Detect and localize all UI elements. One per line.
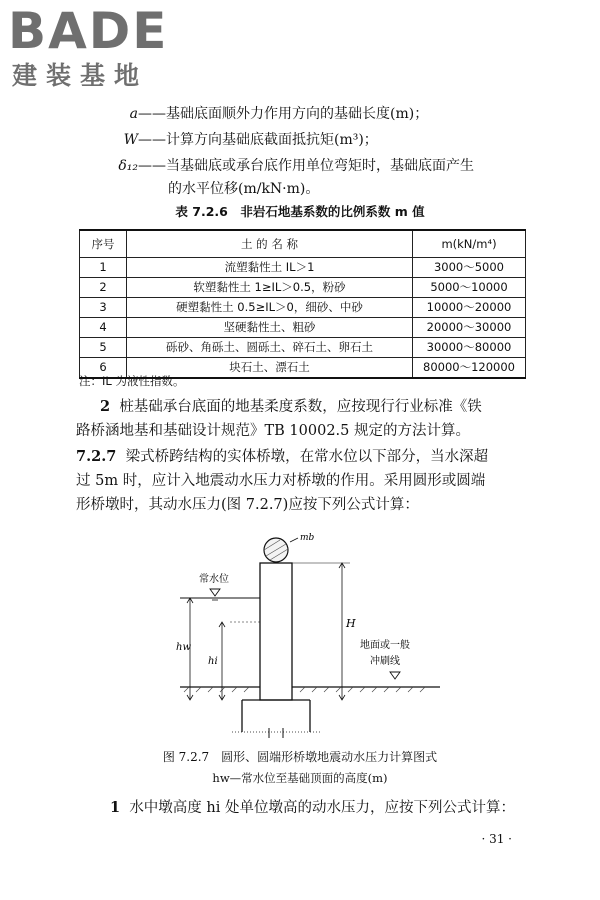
section-text: 梁式桥跨结构的实体桥墩，在常水位以下部分，当水深超	[125, 449, 489, 465]
cell-m-value: 3000～5000	[413, 258, 526, 278]
cell-soil-name: 流塑黏性土 IL＞1	[127, 258, 413, 278]
header-index: 序号	[80, 230, 127, 258]
table-header-row	[80, 230, 526, 258]
section-7-2-7-line2: 过 5m 时，应计入地震动水压力对桥墩的作用。采用圆形或圆端	[76, 473, 486, 489]
table-caption: 表 7.2.6 非岩石地基系数的比例系数 m 值	[175, 204, 425, 219]
table-row	[80, 298, 526, 318]
figure-caption: 图 7.2.7 圆形、圆端形桥墩地震动水压力计算图式	[162, 750, 438, 764]
cell-index: 2	[80, 278, 127, 298]
pier-diagram	[150, 532, 450, 742]
label-hi: hi	[208, 656, 218, 667]
table-row	[80, 338, 526, 358]
definition-symbol: W	[123, 132, 138, 148]
paragraph-2-line1	[100, 396, 482, 418]
paragraph-2-number: 2	[100, 398, 111, 415]
cell-soil-name: 软塑黏性土 1≥IL＞0.5，粉砂	[127, 278, 413, 298]
section-number: 7.2.7	[76, 448, 117, 465]
cell-m-value: 20000～30000	[413, 318, 526, 338]
label-H: H	[346, 617, 356, 630]
cell-m-value: 5000～10000	[413, 278, 526, 298]
cell-soil-name: 坚硬黏性土、粗砂	[127, 318, 413, 338]
soil-coefficient-table	[79, 229, 526, 379]
cell-soil-name: 块石土、漂石土	[127, 358, 413, 379]
definition-symbol: a	[129, 106, 138, 122]
definition-a	[100, 104, 428, 124]
cell-soil-name: 砾砂、角砾土、圆砾土、碎石土、卵石土	[127, 338, 413, 358]
cell-index: 4	[80, 318, 127, 338]
table-row	[80, 258, 526, 278]
header-soil-name: 土 的 名 称	[127, 230, 413, 258]
table-row	[80, 318, 526, 338]
page-number: · 31 ·	[481, 832, 512, 846]
definition-continuation: 的水平位移(m/kN·m)。	[168, 181, 320, 197]
paragraph-last	[110, 797, 515, 819]
cell-index: 5	[80, 338, 127, 358]
bade-logo	[8, 2, 180, 92]
label-hw: hw	[176, 642, 191, 653]
definition-text: 当基础底或承台底作用单位弯矩时，基础底面产生	[166, 158, 474, 174]
definition-dash: ——	[138, 106, 166, 122]
paragraph-2-line2: 路桥涵地基和基础设计规范》TB 10002.5 规定的方法计算。	[76, 423, 471, 439]
label-ground-1: 地面或一般	[360, 640, 410, 651]
cell-soil-name: 硬塑黏性土 0.5≥IL＞0，细砂、中砂	[127, 298, 413, 318]
cell-index: 3	[80, 298, 127, 318]
definition-symbol: δ₁₂	[118, 158, 138, 174]
cell-m-value: 10000～20000	[413, 298, 526, 318]
cell-m-value: 80000～120000	[413, 358, 526, 379]
label-water-level: 常水位	[199, 574, 229, 585]
paragraph-last-text: 水中墩高度 hi 处单位墩高的动水压力，应按下列公式计算：	[129, 800, 516, 816]
definition-dash: ——	[138, 132, 166, 148]
paragraph-last-number: 1	[110, 799, 121, 816]
definition-text: 基础底面顺外力作用方向的基础长度(m)；	[166, 106, 429, 122]
definition-dash: ——	[138, 158, 166, 174]
paragraph-2-text: 桩基础承台底面的地基柔度系数，应按现行行业标准《铁	[119, 399, 482, 415]
cell-index: 1	[80, 258, 127, 278]
table-row	[80, 278, 526, 298]
definition-text: 计算方向基础底截面抵抗矩(m³)；	[166, 132, 378, 148]
definition-delta12	[100, 156, 474, 176]
logo-sub-text: 建装基地	[12, 61, 149, 90]
label-mb: mb	[300, 533, 315, 543]
section-7-2-7-line1	[76, 446, 488, 468]
section-7-2-7-line3: 形桥墩时，其动水压力(图 7.2.7)应按下列公式计算：	[76, 497, 419, 513]
pier-body	[260, 563, 292, 700]
scour-line-icon	[390, 672, 400, 679]
header-m-value: m(kN/m⁴)	[413, 230, 526, 258]
logo-main-text: BADE	[8, 2, 169, 60]
definition-w	[100, 130, 378, 150]
cell-index: 6	[80, 358, 127, 379]
water-level-icon	[210, 589, 220, 596]
label-ground-2: 冲刷线	[370, 656, 400, 667]
table-note: 注：IL 为液性指数。	[79, 374, 185, 388]
figure-caption-sub: hw—常水位至基础顶面的高度(m)	[212, 771, 388, 785]
cell-m-value: 30000～80000	[413, 338, 526, 358]
